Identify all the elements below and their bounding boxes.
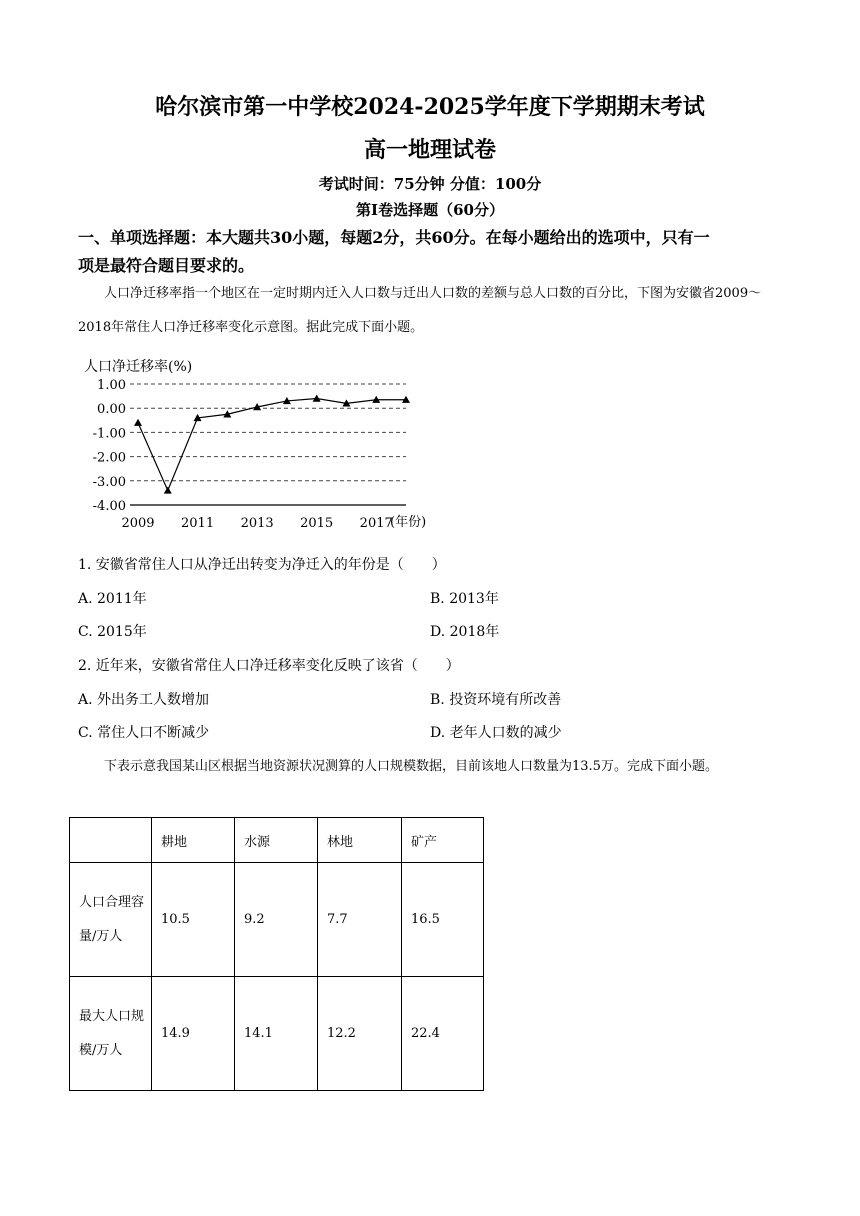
table-header-cell: 水源 <box>235 818 318 863</box>
chart-data-point <box>134 419 142 426</box>
table-row-label: 最大人口规模/万人 <box>70 977 152 1091</box>
table-cell: 22.4 <box>402 977 484 1091</box>
section-line-2: 项是最符合题目要求的。 <box>78 256 255 275</box>
table-row <box>70 863 484 977</box>
question-2-stem: 2. 近年来，安徽省常住人口净迁移率变化反映了该省（ ） <box>78 658 460 674</box>
chart-x-tick-label: 2017 <box>359 516 393 531</box>
table-cell: 12.2 <box>318 977 402 1091</box>
question-1-option-c: C. 2015年 <box>78 624 147 640</box>
question-1-option-a: A. 2011年 <box>78 591 147 607</box>
exam-info: 考试时间：75分钟 分值：100分 <box>318 175 542 193</box>
question-2-option-d: D. 老年人口数的减少 <box>430 725 562 741</box>
table-header-cell: 林地 <box>318 818 402 863</box>
chart-y-tick-label: -2.00 <box>92 450 126 466</box>
chart-y-tick-label: 1.00 <box>97 378 126 393</box>
question-2-option-c: C. 常住人口不断减少 <box>78 725 210 741</box>
table-cell: 9.2 <box>235 863 318 977</box>
volume-heading: 第Ⅰ卷选择题（60分） <box>356 201 504 219</box>
table-header-cell <box>70 818 152 863</box>
question-1-option-b: B. 2013年 <box>430 591 499 607</box>
chart-x-tick-label: 2009 <box>121 516 155 531</box>
chart-y-tick-label: -1.00 <box>92 426 126 442</box>
question-1-stem: 1. 安徽省常住人口从净迁出转变为净迁入的年份是（ ） <box>78 557 446 573</box>
chart-y-tick-label: -3.00 <box>92 474 126 490</box>
intro-paragraph-2: 下表示意我国某山区根据当地资源状况测算的人口规模数据，目前该地人口数量为13.5万。完成下面小题。 <box>104 759 718 774</box>
question-2-option-b: B. 投资环境有所改善 <box>430 692 562 708</box>
table-row-label: 人口合理容量/万人 <box>70 863 152 977</box>
population-table <box>69 817 484 1091</box>
table-cell: 16.5 <box>402 863 484 977</box>
table-cell: 14.9 <box>152 977 235 1091</box>
chart-x-tick-label: 2015 <box>300 516 334 531</box>
chart-series-line <box>138 399 406 491</box>
table-cell: 7.7 <box>318 863 402 977</box>
chart-y-tick-label: -4.00 <box>92 499 126 514</box>
chart-x-tick-label: 2013 <box>240 516 274 531</box>
chart-x-axis-label: (年份) <box>390 515 427 530</box>
section-instructions <box>78 224 790 280</box>
table-header-row <box>70 818 484 863</box>
question-1-option-d: D. 2018年 <box>430 624 500 640</box>
section-line-1: 一、单项选择题：本大题共30小题，每题2分，共60分。在每小题给出的选项中，只有一 <box>78 228 710 247</box>
chart-data-point <box>164 486 172 493</box>
exam-title: 哈尔滨市第一中学校2024-2025学年度下学期期末考试 <box>155 94 705 120</box>
table-row <box>70 977 484 1091</box>
table-cell: 14.1 <box>235 977 318 1091</box>
chart-y-tick-label: 0.00 <box>97 402 126 418</box>
chart-y-axis-label: 人口净迁移率(%) <box>84 359 193 375</box>
chart-x-tick-label: 2011 <box>181 516 215 531</box>
table-header-cell: 矿产 <box>402 818 484 863</box>
table-header-cell: 耕地 <box>152 818 235 863</box>
intro-paragraph-1: 人口净迁移率指一个地区在一定时期内迁入人口数与迁出人口数的差额与总人口数的百分比，下图为安徽省2009～2018年常住人口净迁移率变化示意图。据此完成下面小题。 <box>78 286 762 335</box>
question-2-option-a: A. 外出务工人数增加 <box>78 692 210 708</box>
exam-subtitle: 高一地理试卷 <box>363 137 496 163</box>
migration-rate-chart <box>70 352 450 532</box>
chart-data-point <box>313 395 321 402</box>
table-cell: 10.5 <box>152 863 235 977</box>
